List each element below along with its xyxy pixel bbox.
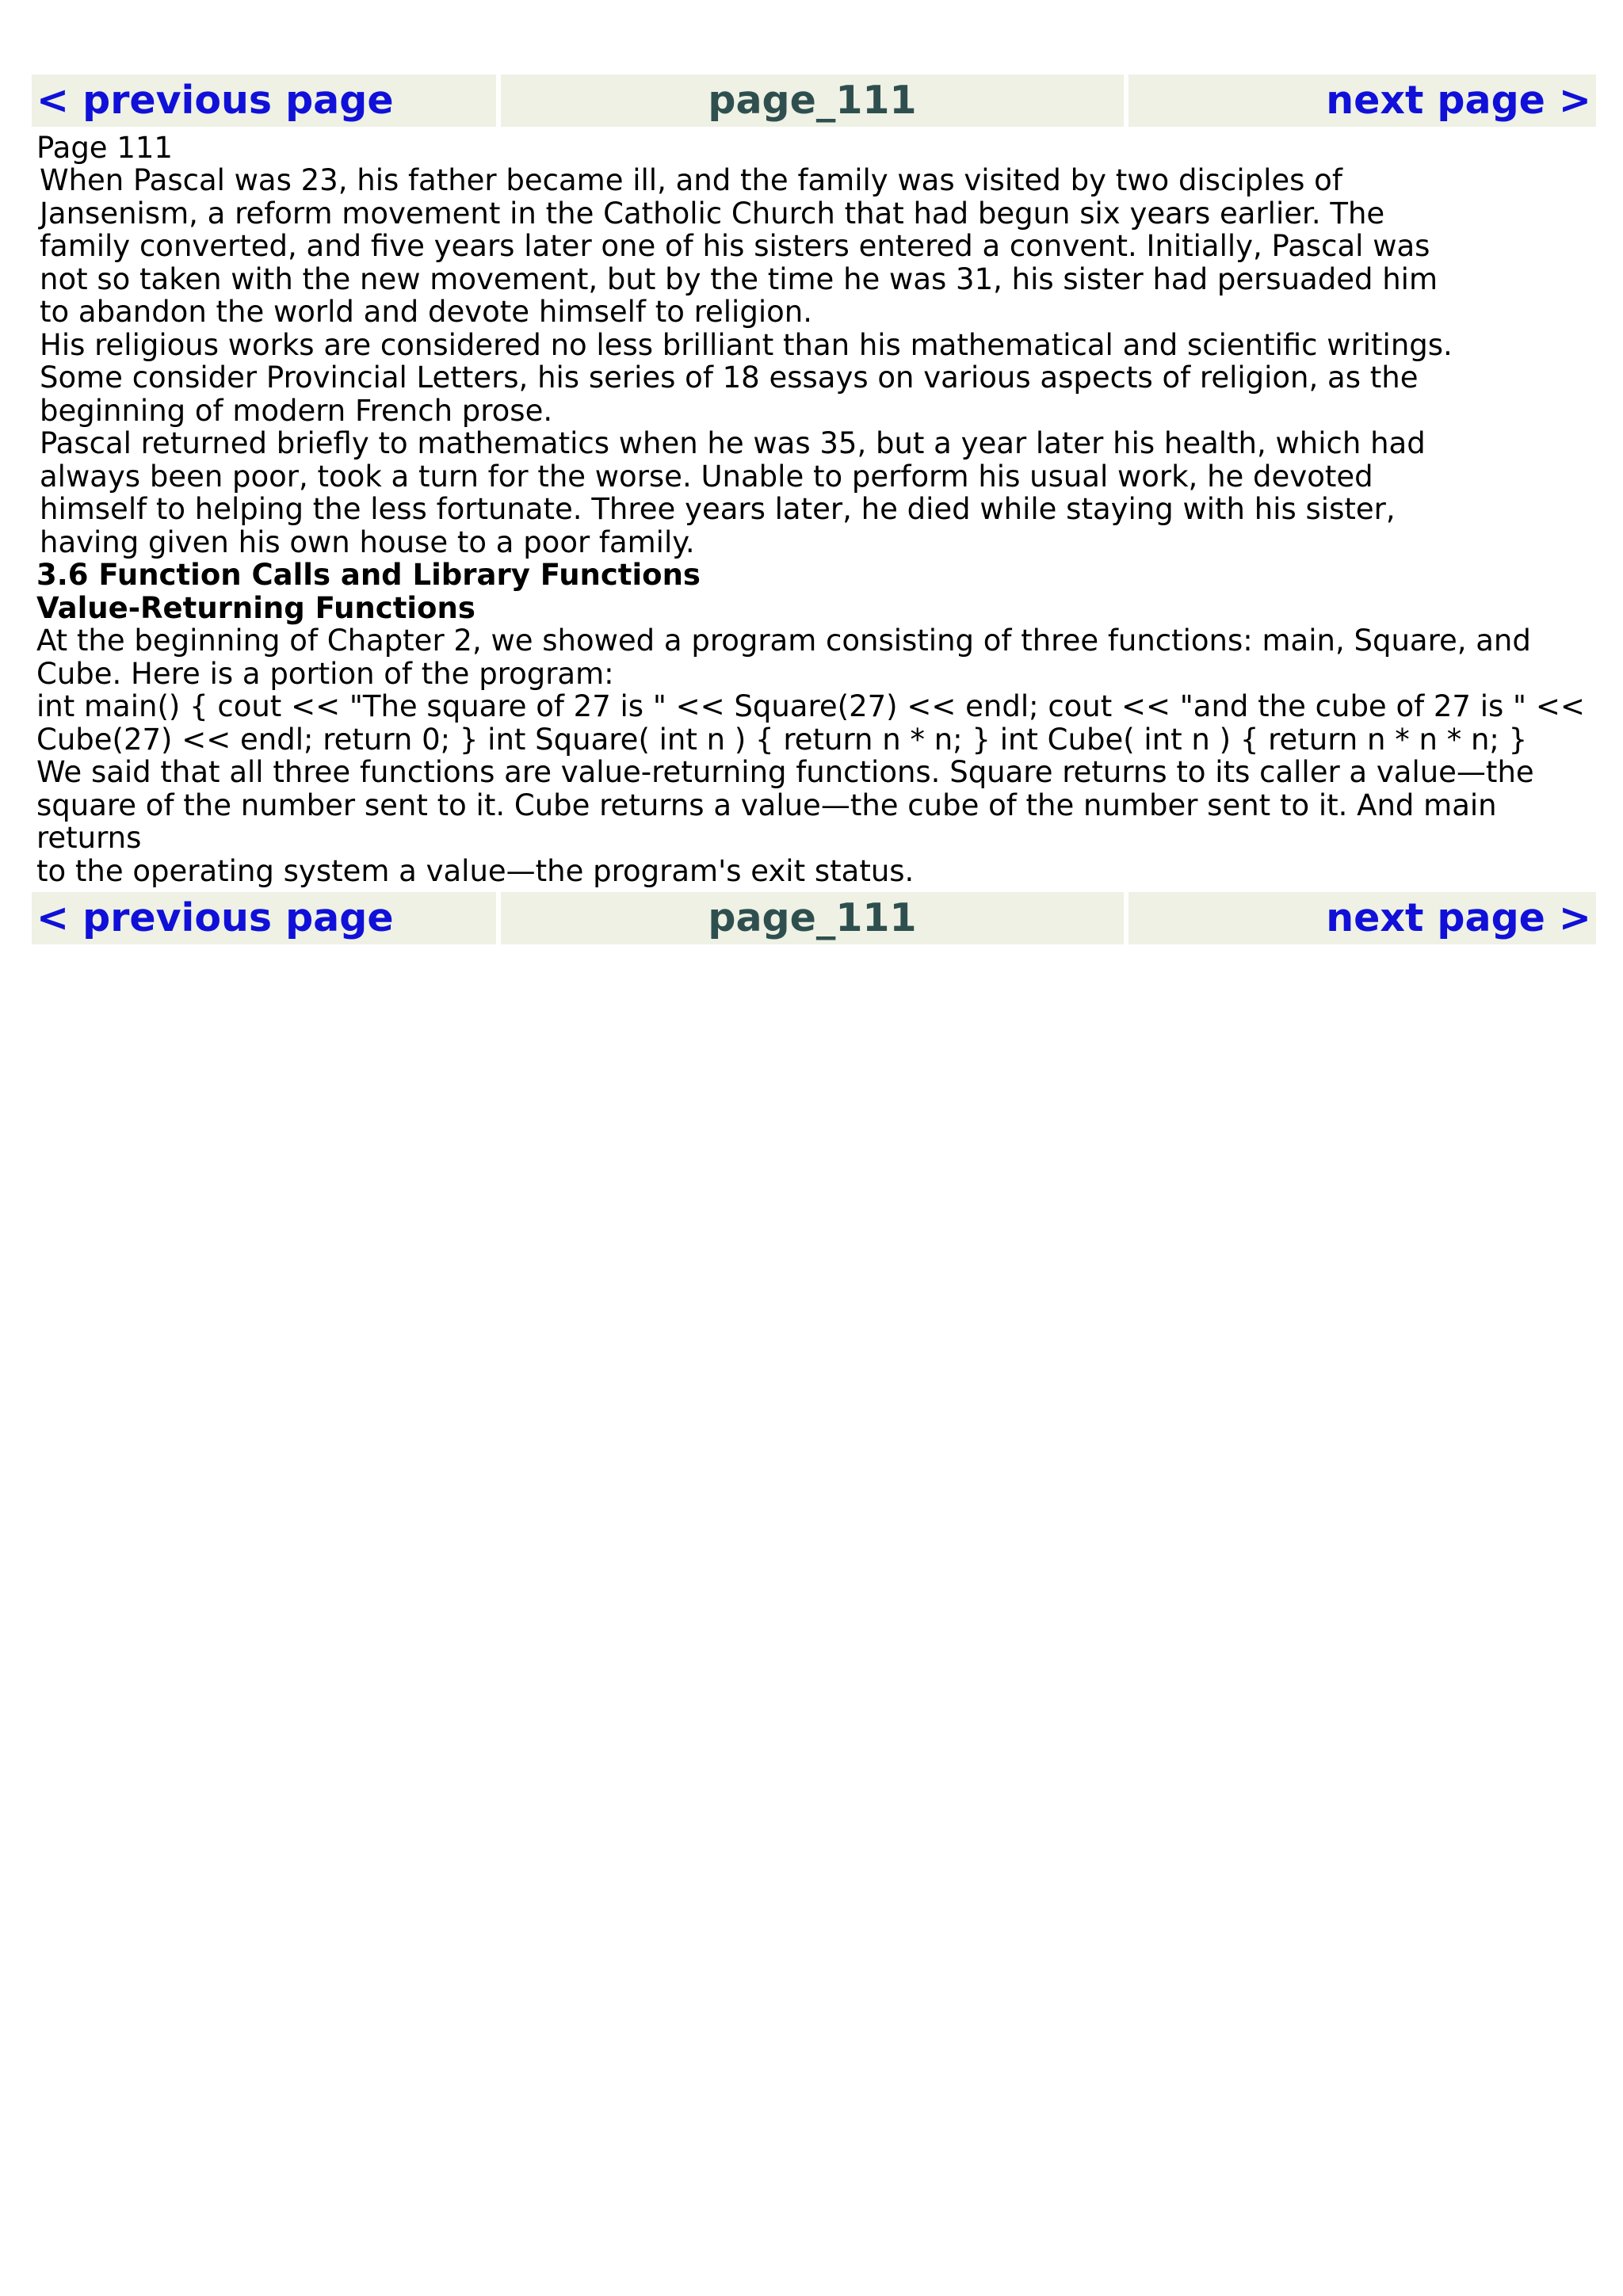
bottom-nav-prev-cell [32,892,496,944]
top-nav-title-cell [501,74,1124,127]
top-previous-page-link[interactable]: < previous page [36,78,394,123]
top-next-page-link[interactable]: next page > [1326,78,1591,123]
subsection-heading: Value-Returning Functions [36,590,475,625]
bottom-nav-bar [32,892,1596,944]
section-heading: 3.6 Function Calls and Library Functions [36,558,701,592]
bottom-nav-title-cell [501,892,1124,944]
page [32,74,1596,944]
top-page-title: page_111 [708,78,917,123]
bottom-next-page-link[interactable]: next page > [1326,895,1591,940]
top-nav-prev-cell [32,74,496,127]
bottom-nav-next-cell [1128,892,1596,944]
biography-paragraph: When Pascal was 23, his father became ill, and the family was visited by two disciples of Jansenism, a reform movement in the Catholic Church that had begun six years earlier. The family converted, and five years later one of his sisters entered a convent. Initially, Pascal was not so taken with the new movement, but by the time he was 31, his sister had persuaded him to abandon the world and devote himself to religion. [40,163,1438,329]
biography-block [36,164,1596,559]
top-nav-next-cell [1128,74,1596,127]
bottom-previous-page-link[interactable]: < previous page [36,895,394,940]
bottom-page-title: page_111 [708,895,917,940]
body-paragraph: We said that all three functions are value-returning functions. Square returns to its caller a value—the square of the number sent to it. Cube returns a value—the cube of the number sent to it. And main returns to the operating system a value—the program's exit status. [36,755,1534,888]
top-nav-bar [32,74,1596,127]
body-paragraph: At the beginning of Chapter 2, we showed a program consisting of three functions: main, Square, and Cube. Here is a portion of the program: [36,624,1531,691]
page-content [32,127,1596,892]
biography-paragraph: His religious works are considered no less brilliant than his mathematical and scientific writings. Some consider Provincial Letters, his series of 18 essays on various aspects of religion, as the beginning of modern French prose. [40,327,1453,428]
code-listing: int main() { cout << "The square of 27 is " << Square(27) << endl; cout << "and the cube of 27 is " << Cube(27) << endl; return 0; } int Square( int n ) { return n * n; } int Cube( int n ) { return n * n * n; } [36,689,1585,757]
page-number-label: Page 111 [36,131,173,165]
biography-paragraph: Pascal returned briefly to mathematics when he was 35, but a year later his health, which had always been poor, took a turn for the worse. Unable to perform his usual work, he devoted himself to helping the less fortunate. Three years later, he died while staying with his sister, having given his own house to a poor family. [40,426,1426,559]
